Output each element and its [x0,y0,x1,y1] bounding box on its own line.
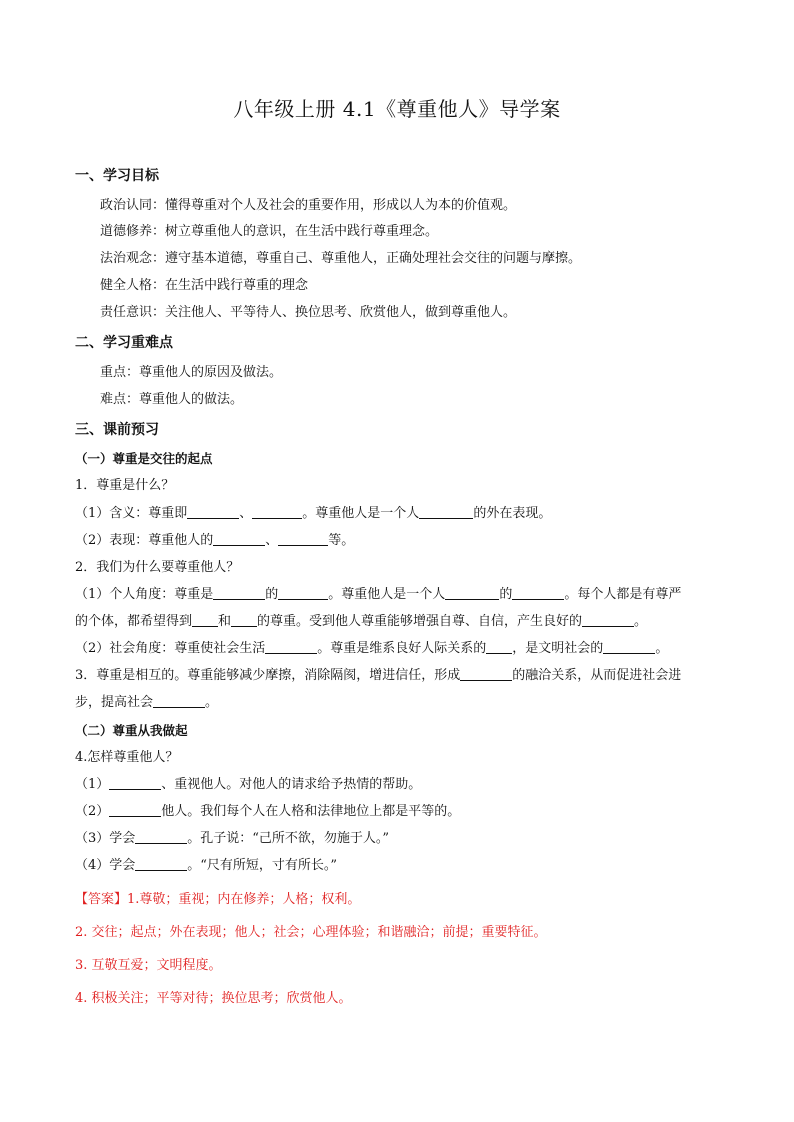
fill-blank [603,640,655,654]
fill-blank [153,694,205,708]
question-3: 3．尊重是相互的。尊重能够减少摩擦，消除隔阂，增进信任，形成 的融洽关系，从而促进社会进 [75,668,682,683]
fill-blank [460,667,512,681]
goal-line: 法治观念：遵守基本道德，尊重自己、尊重他人，正确处理社会交往的问题与摩擦。 [100,251,582,266]
question-2-1-cont: 的个体，都希望得到 和 的尊重。受到他人尊重能够增强自尊、自信，产生良好的 。 [75,614,648,629]
question-2-1: （1）个人角度：尊重是 的 。尊重他人是一个人 的 。每个人都是有尊严 [75,587,682,602]
fill-blank [252,505,302,519]
fill-blank [213,586,265,600]
fill-blank [445,586,499,600]
document-title: 八年级上册 4.1《尊重他人》导学案 [233,97,561,121]
question-1-1: （1）含义：尊重即 、 。尊重他人是一个人 的外在表现。 [75,506,552,521]
keypoint-line: 重点：尊重他人的原因及做法。 [100,365,283,380]
fill-blank [135,857,187,871]
question-4-1: （1） 、重视他人。对他人的请求给予热情的帮助。 [75,777,422,792]
question-4-4: （4）学会 。“尺有所短，寸有所长。” [75,858,338,873]
subsection-heading: （一）尊重是交往的起点 [75,451,213,466]
section-heading-preview: 三、课前预习 [75,422,159,438]
goal-line: 责任意识：关注他人、平等待人、换位思考、欣赏他人，做到尊重他人。 [100,305,517,320]
question-4-2: （2） 他人。我们每个人在人格和法律地位上都是平等的。 [75,804,461,819]
section-heading-goals: 一、学习目标 [75,168,159,184]
question-4: 4.怎样尊重他人？ [75,750,179,765]
goal-line: 政治认同：懂得尊重对个人及社会的重要作用，形成以人为本的价值观。 [100,198,517,213]
fill-blank [512,586,564,600]
fill-blank [192,613,218,627]
answer-line-4: 4. 积极关注；平等对待；换位思考；欣赏他人。 [75,991,352,1006]
keypoint-line: 难点：尊重他人的做法。 [100,392,244,407]
fill-blank [213,532,265,546]
fill-blank [231,613,257,627]
question-1: 1．尊重是什么？ [75,478,175,493]
goal-line: 道德修养：树立尊重他人的意识，在生活中践行尊重理念。 [100,224,439,239]
fill-blank [278,532,328,546]
section-heading-keypoints: 二、学习重难点 [75,335,173,351]
answer-line-1: 【答案】1.尊敬；重视；内在修养；人格；权利。 [75,892,361,907]
question-1-2: （2）表现：尊重他人的 、 等。 [75,533,355,548]
fill-blank [109,776,161,790]
question-2-2: （2）社会角度：尊重使社会生活 。尊重是维系良好人际关系的 ，是文明社会的 。 [75,641,669,656]
answer-line-3: 3. 互敬互爱；文明程度。 [75,958,222,973]
question-2: 2．我们为什么要尊重他人？ [75,560,240,575]
answer-line-2: 2. 交往；起点；外在表现；他人；社会；心理体验；和谐融洽；前提；重要特征。 [75,925,547,940]
fill-blank [187,505,239,519]
question-3-cont: 步，提高社会 。 [75,695,219,710]
fill-blank [582,613,634,627]
fill-blank [419,505,473,519]
fill-blank [265,640,317,654]
subsection-heading: （二）尊重从我做起 [75,723,188,738]
fill-blank [278,586,328,600]
fill-blank [109,803,161,817]
fill-blank [486,640,512,654]
goal-line: 健全人格：在生活中践行尊重的理念 [100,278,309,293]
fill-blank [135,830,187,844]
question-4-3: （3）学会 。孔子说：“己所不欲，勿施于人。” [75,831,390,846]
answer-tag: 【答案】 [75,892,128,907]
